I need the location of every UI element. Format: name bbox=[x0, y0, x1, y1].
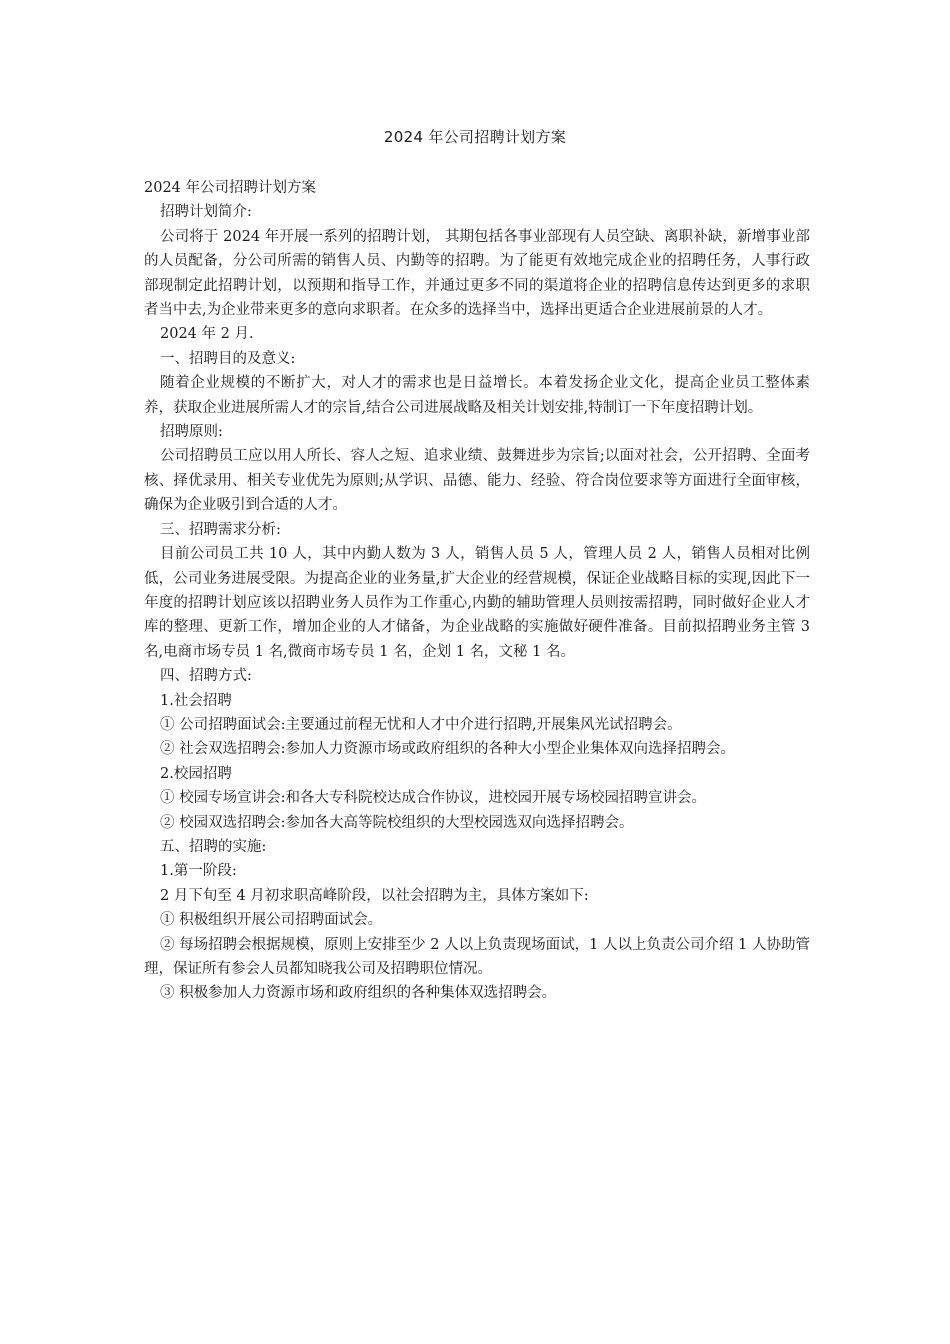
list-item: ② 每场招聘会根据规模，原则上安排至少 2 人以上负责现场面试，1 人以上负责公司介绍 1 人协助管理，保证所有参会人员都知晓我公司及招聘职位情况。 bbox=[144, 936, 810, 977]
list-item: ② 校园双选招聘会:参加各大高等院校组织的大型校园选双向选择招聘会。 bbox=[160, 814, 634, 831]
subheading-campus: 2.校园招聘 bbox=[160, 765, 232, 782]
list-item: ① 公司招聘面试会:主要通过前程无忧和人才中介进行招聘,开展集风光试招聘会。 bbox=[160, 716, 682, 733]
date-line: 2024 年 2 月. bbox=[160, 326, 254, 343]
section-heading-principles: 招聘原则: bbox=[160, 424, 223, 441]
paragraph-phase-one: 2 月下旬至 4 月初求职高峰阶段，以社会招聘为主，具体方案如下: bbox=[160, 887, 589, 904]
subheading-phase-one: 1.第一阶段: bbox=[160, 863, 237, 880]
paragraph-principles: 公司招聘员工应以用人所长、容人之短、追求业绩、鼓舞进步为宗旨;以面对社会，公开招聘、全面考核、择优录用、相关专业优先为原则;从学识、品德、能力、经验、符合岗位要求等方面进行全面审核，确保为企业吸引到合适的人才。 bbox=[144, 448, 810, 514]
body-heading: 2024 年公司招聘计划方案 bbox=[144, 180, 317, 196]
paragraph-intro: 公司将于 2024 年开展一系列的招聘计划， 其期包括各事业部现有人员空缺、离职补缺，新增事业部的人员配备，分公司所需的销售人员、内勤等的招聘。为了能更有效地完成企业的招聘任务，人事行政部现制定此招聘计划，以预期和指导工作，并通过更多不同的渠道将企业的招聘信息传达到更多的求职者当中去,为企业带来更多的意向求职者。在众多的选择当中，选择出更适合企业进展前景的人才。 bbox=[144, 228, 810, 319]
paragraph-purpose: 随着企业规模的不断扩大，对人才的需求也是日益增长。本着发扬企业文化，提高企业员工整体素养，获取企业进展所需人才的宗旨,结合公司进展战略及相关计划安排,特制订一下年度招聘计划。 bbox=[144, 375, 810, 416]
paragraph-needs: 目前公司员工共 10 人，其中内勤人数为 3 人，销售人员 5 人，管理人员 2 人，销售人员相对比例低，公司业务进展受限。为提高企业的业务量,扩大企业的经营规模，保证企业战略目标的实现,因此下一年度的招聘计划应该以招聘业务人员作为工作重心,内勤的辅助管理人员则按需招聘，同时做好企业人才库的整理、更新工作，增加企业的人才储备，为企业战略的实施做好硬件准备。目前拟招聘业务主管 3 名,电商市场专员 1 名,微商市场专员 1 名，企划 1 名，文秘 1 名。 bbox=[144, 546, 810, 660]
section-heading-implementation: 五、招聘的实施: bbox=[160, 838, 267, 855]
list-item: ② 社会双选招聘会:参加人力资源市场或政府组织的各种大小型企业集体双向选择招聘会。 bbox=[160, 741, 735, 758]
list-item: ① 校园专场宣讲会:和各大专科院校达成合作协议，进校园开展专场校园招聘宣讲会。 bbox=[160, 790, 706, 807]
section-heading-purpose: 一、招聘目的及意义: bbox=[160, 350, 296, 367]
list-item: ③ 积极参加人力资源市场和政府组织的各种集体双选招聘会。 bbox=[160, 985, 557, 1002]
document-title: 2024 年公司招聘计划方案 bbox=[383, 128, 567, 146]
list-item: ① 积极组织开展公司招聘面试会。 bbox=[160, 912, 383, 929]
section-heading-intro: 招聘计划简介: bbox=[160, 204, 252, 221]
section-heading-needs: 三、招聘需求分析: bbox=[160, 521, 281, 538]
subheading-social: 1.社会招聘 bbox=[160, 692, 232, 709]
document-body bbox=[144, 176, 810, 1006]
section-heading-methods: 四、招聘方式: bbox=[160, 668, 252, 685]
